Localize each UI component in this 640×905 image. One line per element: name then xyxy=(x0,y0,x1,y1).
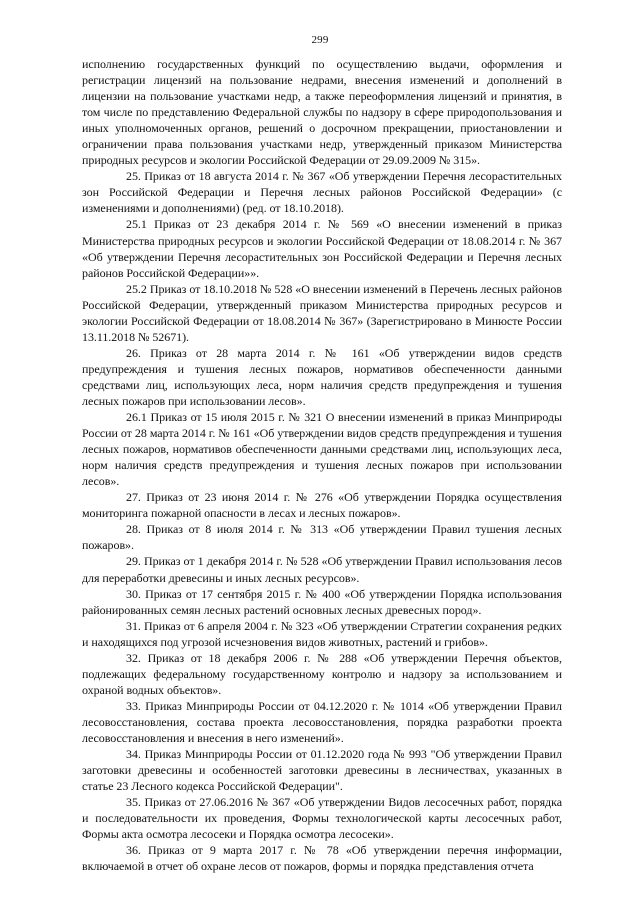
list-item-33: 33. Приказ Минприроды России от 04.12.2020 г. № 1014 «Об утверждении Правил лесовосстановления, состава проекта лесовосстановления, порядка разработки проекта лесовосстановления и внесения в него изменений». xyxy=(82,698,562,745)
list-item-32: 32. Приказ от 18 декабря 2006 г. № 288 «Об утверждении Перечня объектов, подлежащих федеральному государственному контролю и надзору за использованием и охраной водных объектов». xyxy=(82,650,562,697)
document-body xyxy=(82,56,562,874)
list-item-30: 30. Приказ от 17 сентября 2015 г. № 400 «Об утверждении Порядка использования районированных семян лесных растений основных лесных древесных пород». xyxy=(82,586,562,617)
list-item-31: 31. Приказ от 6 апреля 2004 г. № 323 «Об утверждении Стратегии сохранения редких и находящихся под угрозой исчезновения видов животных, растений и грибов». xyxy=(82,618,562,649)
list-item-26: 26. Приказ от 28 марта 2014 г. № 161 «Об утверждении видов средств предупреждения и тушения лесных пожаров, нормативов обеспеченности данными средствами лиц, использующих леса, норм наличия средств предупреждения и тушения лесных пожаров при использовании лесов». xyxy=(82,345,562,408)
paragraph-continuation: исполнению государственных функций по осуществлению выдачи, оформления и регистрации лицензий на пользование недрами, внесения изменений и дополнений в лицензии на пользование участками недр, а также переоформления лицензий и принятия, в том числе по представлению Федеральной службы по надзору в сфере природопользования и иных уполномоченных органов, решений о досрочном прекращении, приостановлении и ограничении права пользования участками недр, утвержденный приказом Министерства природных ресурсов и экологии Российской Федерации от 29.09.2009 № 315». xyxy=(82,57,562,168)
list-item-26-1: 26.1 Приказ от 15 июля 2015 г. № 321 О внесении изменений в приказ Минприроды России от 28 марта 2014 г. № 161 «Об утверждении видов средств предупреждения и тушения лесных пожаров, нормативов обеспеченности данными средствами лиц, использующих леса, норм наличия средств предупреждения и тушения лесных пожаров при использовании лесов». xyxy=(82,410,562,489)
list-item-25-2: 25.2 Приказ от 18.10.2018 № 528 «О внесении изменений в Перечень лесных районов Российской Федерации, утвержденный приказом Министерства природных ресурсов и экологии Российской Федерации от 18.08.2014 № 367» (Зарегистрировано в Минюсте России 13.11.2018 № 52671). xyxy=(82,281,562,344)
list-item-25: 25. Приказ от 18 августа 2014 г. № 367 «Об утверждении Перечня лесорастительных зон Российской Федерации и Перечня лесных районов Российской Федерации» (с изменениями и дополнениями) (ред. от 18.10.2018). xyxy=(82,169,562,216)
list-item-29: 29. Приказ от 1 декабря 2014 г. № 528 «Об утверждении Правил использования лесов для переработки древесины и иных лесных ресурсов». xyxy=(82,554,562,585)
list-item-28: 28. Приказ от 8 июля 2014 г. № 313 «Об утверждении Правил тушения лесных пожаров». xyxy=(82,522,562,553)
list-item-35: 35. Приказ от 27.06.2016 № 367 «Об утверждении Видов лесосечных работ, порядка и последовательности их проведения, Формы технологической карты лесосечных работ, Формы акта осмотра лесосеки и Порядка осмотра лесосеки». xyxy=(82,795,562,842)
list-item-34: 34. Приказ Минприроды России от 01.12.2020 года № 993 "Об утверждении Правил заготовки древесины и особенностей заготовки древесины в лесничествах, указанных в статье 23 Лесного кодекса Российской Федерации". xyxy=(82,747,562,794)
list-item-27: 27. Приказ от 23 июня 2014 г. № 276 «Об утверждении Порядка осуществления мониторинга пожарной опасности в лесах и лесных пожаров». xyxy=(82,490,562,521)
page-number: 299 xyxy=(311,34,329,46)
list-item-25-1: 25.1 Приказ от 23 декабря 2014 г. № 569 «О внесении изменений в приказ Министерства природных ресурсов и экологии Российской Федерации от 18.08.2014 г. № 367 «Об утверждении Перечня лесорастительных зон Российской Федерации и Перечня лесных районов Российской Федерации»». xyxy=(82,217,562,280)
list-item-36: 36. Приказ от 9 марта 2017 г. № 78 «Об утверждении перечня информации, включаемой в отчет об охране лесов от пожаров, формы и порядка представления отчета xyxy=(82,843,562,874)
